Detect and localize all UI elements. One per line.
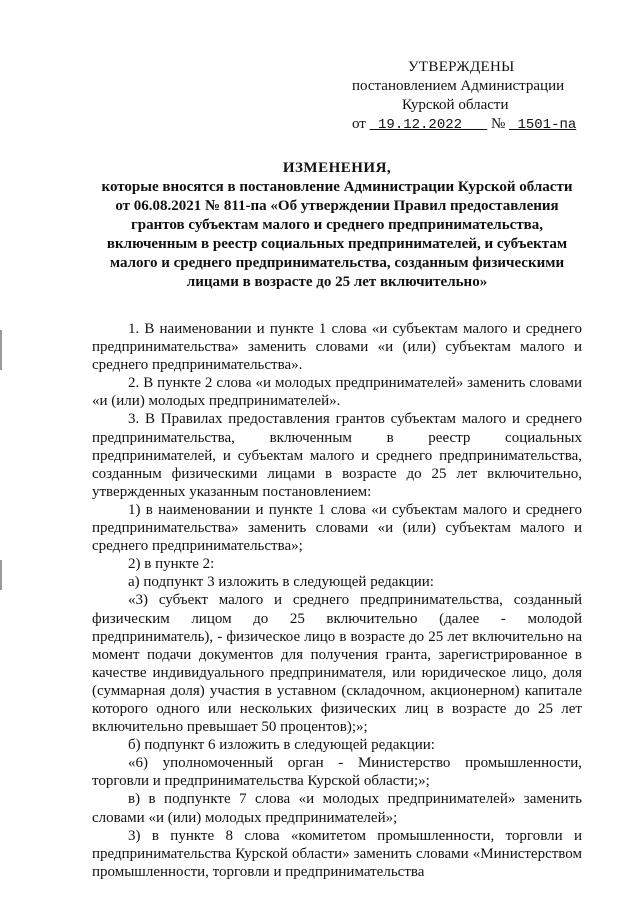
approval-title: УТВЕРЖДЕНЫ bbox=[408, 59, 515, 75]
title-line: которые вносятся в постановление Администрации Курской области bbox=[101, 179, 573, 195]
approval-line: Курской области bbox=[402, 97, 509, 113]
title-heading: ИЗМЕНЕНИЯ, bbox=[282, 160, 392, 176]
title-line: грантов субъектам малого и среднего предпринимательства, bbox=[130, 217, 544, 233]
paragraph: 2) в пункте 2: bbox=[128, 556, 215, 573]
approval-date: 19.12.2022 bbox=[378, 117, 463, 133]
approval-date-line bbox=[352, 115, 592, 135]
title-line: включенным в реестр социальных предпринимателей, и субъектам bbox=[106, 236, 568, 252]
date-prefix: от bbox=[352, 116, 366, 132]
title-line: от 06.08.2021 № 811-па «Об утверждении Правил предоставления bbox=[115, 198, 559, 214]
approval-number: 1501-па bbox=[517, 117, 577, 133]
number-prefix: № bbox=[491, 116, 506, 132]
document-title bbox=[92, 159, 582, 292]
paragraph: а) подпункт 3 изложить в следующей редакции: bbox=[128, 574, 434, 591]
paragraph: б) подпункт 6 изложить в следующей редакции: bbox=[128, 737, 435, 754]
scan-edge-mark bbox=[0, 560, 2, 590]
scan-edge-mark bbox=[0, 330, 2, 370]
title-line: лицами в возрасте до 25 лет включительно» bbox=[186, 274, 488, 290]
approval-block bbox=[352, 58, 592, 135]
paragraph: «3) субъект малого и среднего предпринимательства, созданный физическим лицом до 25 включительно (далее - молодой предприниматель), - физическое лицо в возрасте до 25 лет включительно на момент подачи документов для получения гранта, зарегистрированное в качестве индивидуального предпринимателя, или юридическое лицо, доля (суммарная доля) участия в уставном (складочном, акционерном) капитале которого одного или нескольких физических лиц в возрасте до 25 лет включительно превышает 50 процентов);»; bbox=[92, 592, 582, 736]
paragraph: 1) в наименовании и пункте 1 слова «и субъектам малого и среднего предпринимательства» заменить словами «и (или) субъектам малого и среднего предпринимательства»; bbox=[92, 501, 582, 555]
paragraph: в) в подпункте 7 слова «и молодых предпринимателей» заменить словами «и (или) молодых предпринимателей»; bbox=[92, 791, 582, 826]
approval-line: постановлением Администрации bbox=[352, 78, 565, 94]
paragraph: 1. В наименовании и пункте 1 слова «и субъектам малого и среднего предпринимательства» заменить словами «и (или) субъектам малого и среднего предпринимательства». bbox=[92, 321, 582, 374]
title-line: малого и среднего предпринимательства, созданным физическими bbox=[109, 255, 565, 271]
paragraph: «6) уполномоченный орган - Министерство промышленности, торговли и предпринимательства Курской области;»; bbox=[92, 755, 582, 790]
paragraph: 3) в пункте 8 слова «комитетом промышленности, торговли и предпринимательства Курской области» заменить словами «Министерством промышленности, торговли и предпринимательства bbox=[92, 827, 582, 880]
document-body bbox=[92, 320, 582, 881]
paragraph: 2. В пункте 2 слова «и молодых предпринимателей» заменить словами «и (или) молодых предпринимателей». bbox=[92, 375, 582, 410]
paragraph: 3. В Правилах предоставления грантов субъектам малого и среднего предпринимательства, включенным в реестр социальных предпринимателей, и субъектам малого и среднего предпринимательства, созданным физическими лицами в возрасте до 25 лет включительно, утвержденных указанным постановлением: bbox=[92, 411, 582, 500]
